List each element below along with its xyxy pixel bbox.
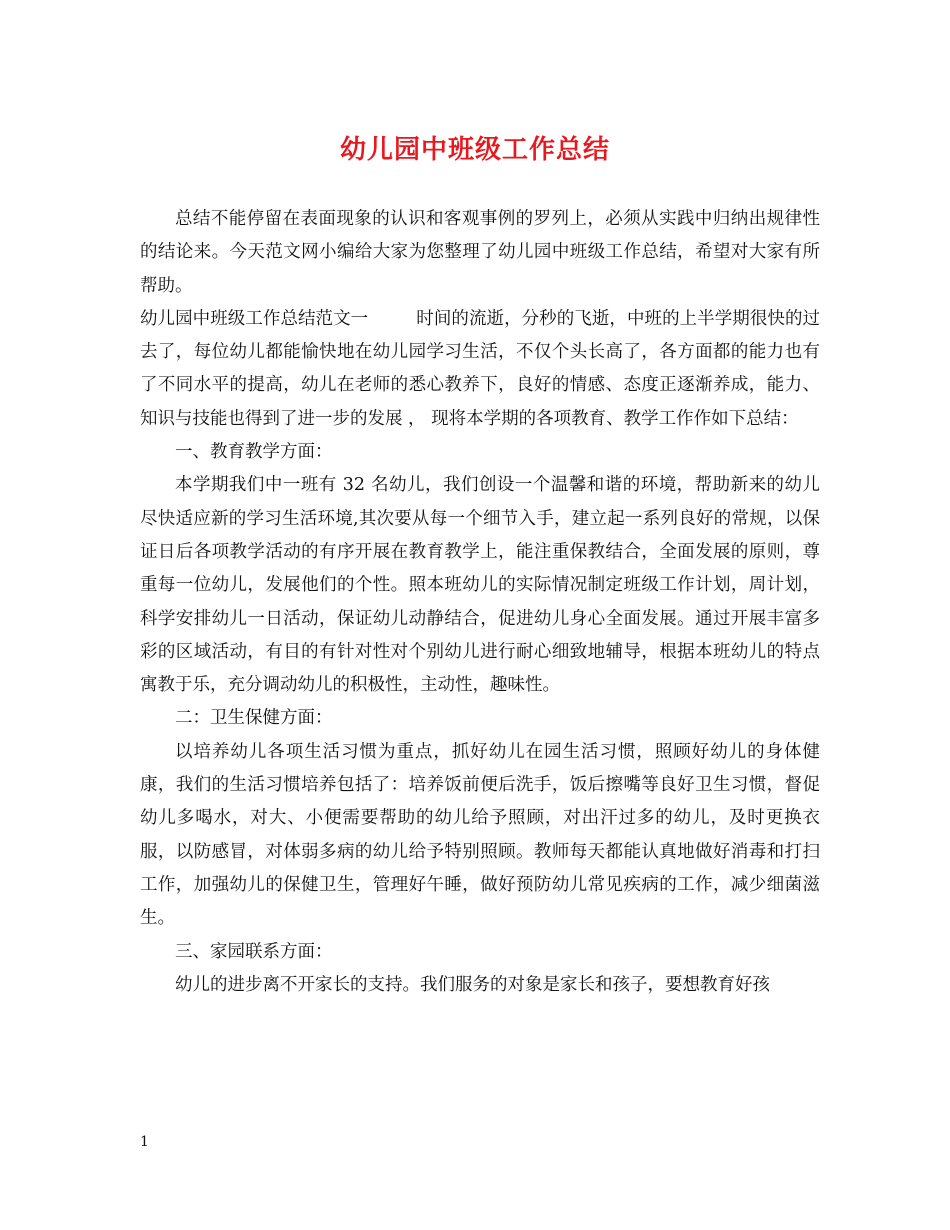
section-paragraph-3: 幼儿的进步离不开家长的支持。我们服务的对象是家长和孩子，要想教育好孩 <box>175 974 770 995</box>
section-heading-3: 三、家园联系方面： <box>175 941 333 962</box>
intro-paragraph: 总结不能停留在表面现象的认识和客观事例的罗列上，必须从实践中归纳出规律性的结论来。今天范文网小编给大家为您整理了幼儿园中班级工作总结，希望对大家有所帮助。 <box>140 209 820 296</box>
document-body <box>140 203 820 1002</box>
sample-label: 幼儿园中班级工作总结范文一 <box>140 308 369 329</box>
page-number: 1 <box>140 1134 149 1150</box>
section-heading-1: 一、教育教学方面： <box>175 442 333 463</box>
section-paragraph-1: 本学期我们中一班有 32 名幼儿，我们创设一个温馨和谐的环境，帮助新来的幼儿尽快适应新的学习生活环境,其次要从每一个细节入手，建立起一系列良好的常规，以保证日后各项教学活动的有序开展在教育教学上，能注重保教结合，全面发展的原则，尊重每一位幼儿，发展他们的个性。照本班幼儿的实际情况制定班级工作计划，周计划，科学安排幼儿一日活动，保证幼儿动静结合，促进幼儿身心全面发展。通过开展丰富多彩的区域活动，有目的有针对性对个别幼儿进行耐心细致地辅导，根据本班幼儿的特点寓教于乐，充分调动幼儿的积极性，主动性，趣味性。 <box>140 475 820 696</box>
section-heading-2: 二：卫生保健方面： <box>175 708 333 729</box>
section-paragraph-2: 以培养幼儿各项生活习惯为重点，抓好幼儿在园生活习惯，照顾好幼儿的身体健康，我们的生活习惯培养包括了：培养饭前便后洗手，饭后擦嘴等良好卫生习惯，督促幼儿多喝水，对大、小便需要帮助的幼儿给予照顾，对出汗过多的幼儿，及时更换衣服，以防感冒，对体弱多病的幼儿给予特别照顾。教师每天都能认真地做好消毒和打扫工作，加强幼儿的保健卫生，管理好午睡，做好预防幼儿常见疾病的工作，减少细菌滋生。 <box>140 741 820 929</box>
sample-paragraph <box>140 303 820 436</box>
sample-text: 时间的流逝，分秒的飞逝，中班的上半学期很快的过去了，每位幼儿都能愉快地在幼儿园学习生活，不仅个头长高了，各方面都的能力也有了不同水平的提高，幼儿在老师的悉心教养下，良好的情感、态度正逐渐养成，能力、知识与技能也得到了进一步的发展 ， 现将本学期的各项教育、教学工作作如下总结： <box>140 308 821 429</box>
document-title: 幼儿园中班级工作总结 <box>339 135 610 165</box>
